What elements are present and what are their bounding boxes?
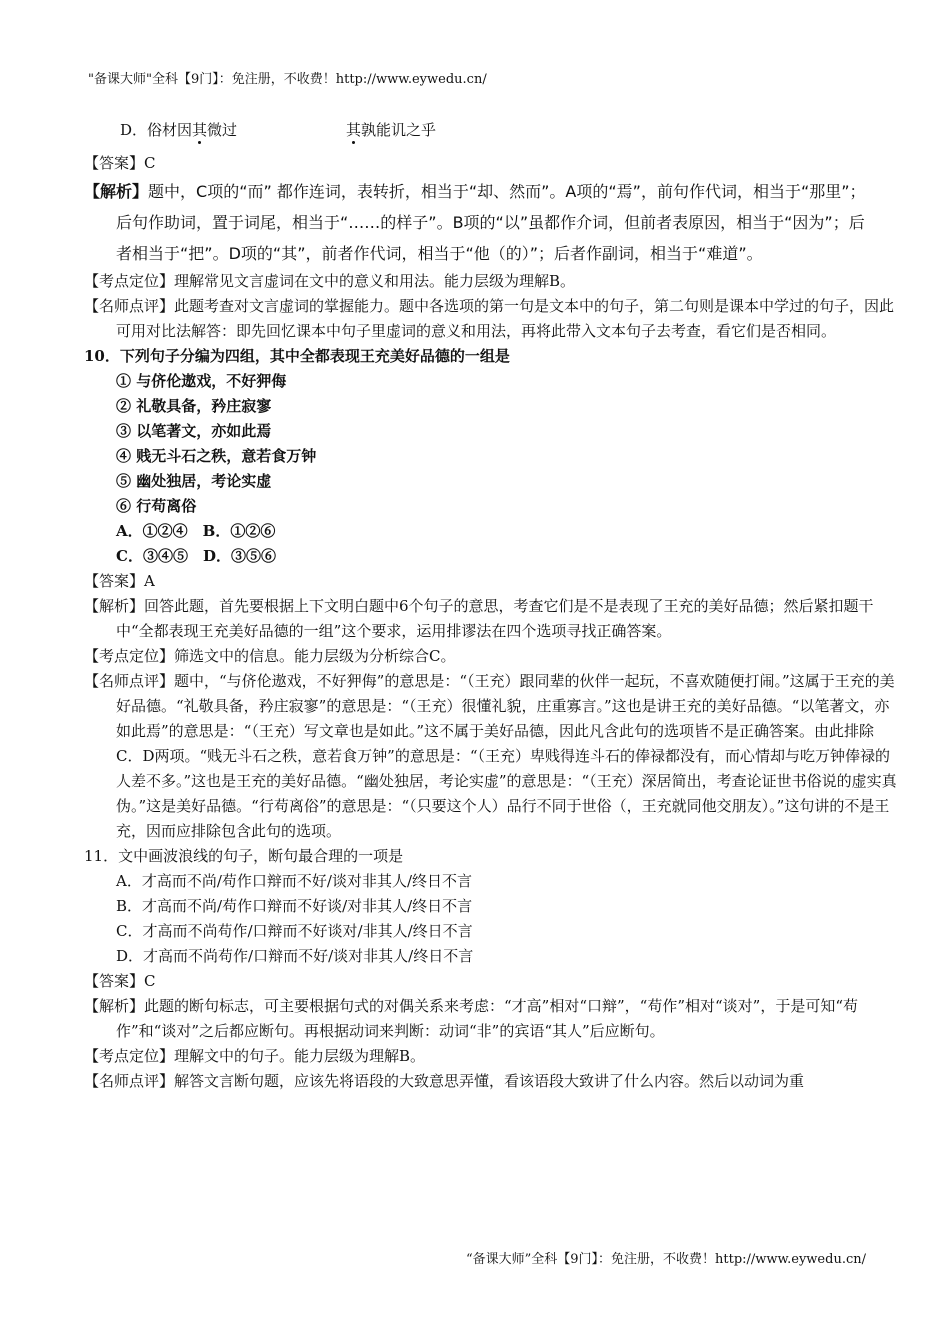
q11-option-d: D．才高而不尚苟作/口辩而不好/谈对非其人/终日不言	[116, 947, 474, 965]
q10-options-row-1: A．①②④ B．①②⑥	[116, 522, 276, 540]
q10-answer: 【答案】A	[84, 572, 155, 590]
q10-stem: 10．下列句子分编为四组，其中全都表现王充美好品德的一组是	[84, 347, 510, 365]
q9-comment: 【名师点评】此题考查对文言虚词的掌握能力。题中各选项的第一句是文本中的句子，第二句则是课本中学过的句子，因此可用对比法解答：即先回忆课本中句子里虚词的意义和用法，再将此带入文本句子去考查，看它们是否相同。	[84, 297, 895, 340]
q11-option-c: C．才高而不尚苟作/口辩而不好谈对/非其人/终日不言	[116, 922, 473, 940]
page-content	[84, 118, 897, 1094]
q11-locate: 【考点定位】理解文中的句子。能力层级为理解B。	[84, 1047, 426, 1065]
q11-answer: 【答案】C	[84, 972, 156, 990]
q10-comment: 【名师点评】题中，“与侪伦遨戏，不好狎侮”的意思是：“（王充）跟同辈的伙伴一起玩，不喜欢随便打闹。”这属于王充的美好品德。“礼敬具备，矜庄寂寥”的意思是：“（王充）很懂礼貌，庄重寡言。”这也是讲王充的美好品德。“以笔著文，亦如此焉”的意思是：“（王充）写文章也是如此。”这不属于美好品德，因此凡含此句的选项皆不是正确答案。由此排除C．D两项。“贱无斗石之秩，意若食万钟”的意思是：“（王充）卑贱得连斗石的俸禄都没有，而心情却与吃万钟俸禄的人差不多。”这也是王充的美好品德。“幽处独居，考论实虚”的意思是：“（王充）深居简出，考查论证世书俗说的虚实真伪。”这是美好品德。“行苟离俗”的意思是：“（只要这个人）品行不同于世俗（，王充就同他交朋友）。”这句讲的不是王充，因而应排除包含此句的选项。	[84, 672, 897, 840]
q10-locate: 【考点定位】筛选文中的信息。能力层级为分析综合C。	[84, 647, 456, 665]
page-footer: “备课大师”全科【9门】：免注册，不收费！http://www.eywedu.cn/	[465, 1252, 866, 1267]
q11-option-b: B．才高而不尚/苟作口辩而不好谈/对非其人/终日不言	[116, 897, 473, 915]
q10-item-6: ⑥ 行苟离俗	[116, 497, 197, 515]
q10-item-5: ⑤ 幽处独居，考论实虚	[116, 472, 272, 490]
q10-item-4: ④ 贱无斗石之秩，意若食万钟	[116, 447, 317, 465]
q10-options-row-2: C．③④⑤ D．③⑤⑥	[116, 547, 276, 565]
q11-option-a: A．才高而不尚/苟作口辩而不好/谈对非其人/终日不言	[116, 872, 472, 890]
q10-item-1: ① 与侪伦遨戏，不好狎侮	[116, 372, 287, 390]
q9-answer: 【答案】C	[84, 154, 156, 172]
q9-analysis: 【解析】题中，C项的“而” 都作连词，表转折，相当于“却、然而”。A项的“焉”，前句作代词，相当于“那里”；后句作助词，置于词尾，相当于“……的样子”。B项的“以”虽都作介词，但前者表原因，相当于“因为”；后者相当于“把”。D项的“其”，前者作代词，相当于“他（的）”；后者作副词，相当于“难道”。	[84, 182, 866, 263]
q9-option-d	[84, 118, 874, 143]
q9-option-d-right: 其孰能讥之乎	[346, 121, 437, 139]
q10-item-3: ③ 以笔著文，亦如此焉	[116, 422, 272, 440]
q9-locate: 【考点定位】理解常见文言虚词在文中的意义和用法。能力层级为理解B。	[84, 272, 576, 290]
q10-analysis: 【解析】回答此题，首先要根据上下文明白题中6个句子的意思，考查它们是不是表现了王充的美好品德；然后紧扣题干中“全都表现王充美好品德的一组”这个要求，运用排谬法在四个选项寻找正确答案。	[84, 597, 874, 640]
q11-comment: 【名师点评】解答文言断句题，应该先将语段的大致意思弄懂，看该语段大致讲了什么内容。然后以动词为重	[84, 1072, 805, 1090]
page-header: "备课大师"全科【9门】：免注册，不收费！http://www.eywedu.cn/	[88, 72, 487, 87]
q9-option-d-left: D．俗材因其微过	[120, 121, 238, 139]
q11-stem: 11．文中画波浪线的句子，断句最合理的一项是	[84, 847, 404, 865]
q10-item-2: ② 礼敬具备，矜庄寂寥	[116, 397, 272, 415]
q11-analysis: 【解析】此题的断句标志，可主要根据句式的对偶关系来考虑：“才高”相对“口辩”，“苟作”相对“谈对”，于是可知“苟作”和“谈对”之后都应断句。再根据动词来判断：动词“非”的宾语“其人”后应断句。	[84, 997, 859, 1040]
